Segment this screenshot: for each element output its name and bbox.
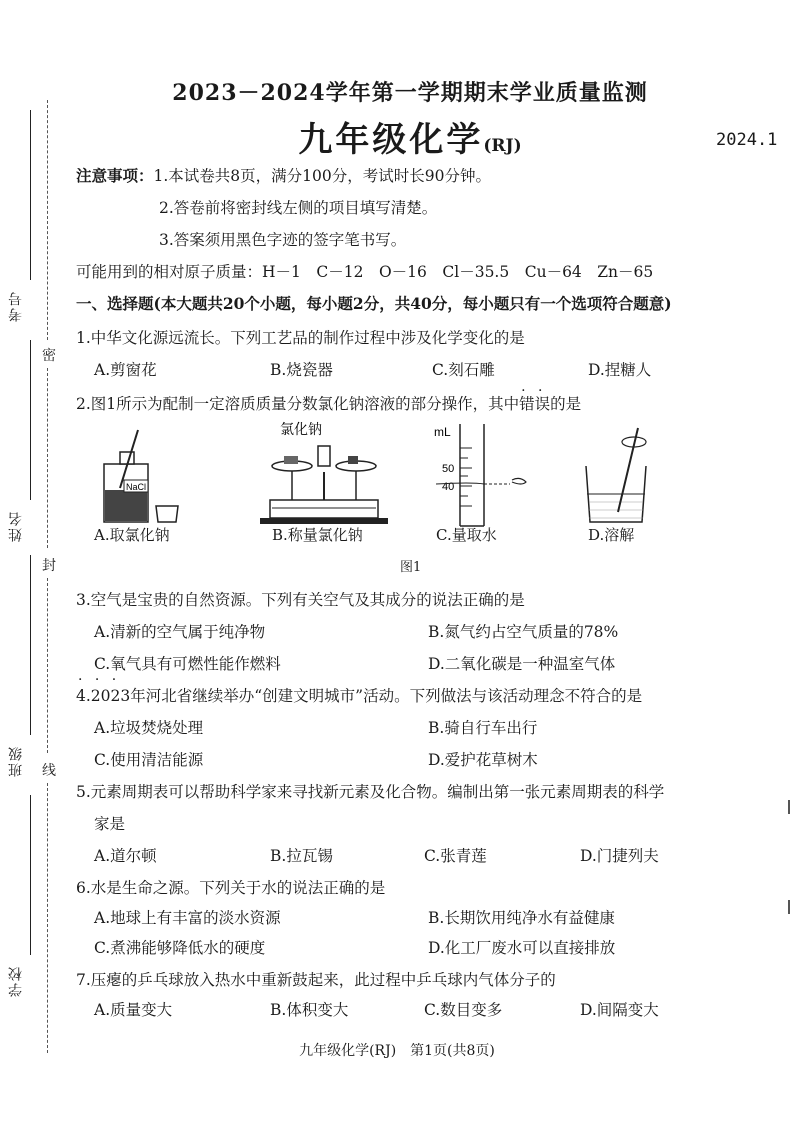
seal-dashed-line [47,100,48,340]
binding-margin [0,100,62,1060]
q3-option-d: D.二氧化碳是一种温室气体 [428,655,616,673]
question-5-stem-cont: 家是 [94,815,126,833]
question-4-stem [76,684,642,706]
q1-option-b: B.烧瓷器 [270,361,333,379]
cylinder-unit-label: mL [434,425,451,439]
graduated-cylinder-illustration [434,424,526,526]
q7-option-b: B.体积变大 [270,1001,349,1019]
q7-option-c: C.数目变多 [424,1001,503,1019]
q6-option-b: B.长期饮用纯净水有益健康 [428,909,615,927]
q5-option-b: B.拉瓦锡 [270,847,333,865]
q4-stem-pre: 4.2023年河北省继续举办“创建文明城市”活动。下列做法与该活动理念 [76,687,565,705]
note-item: 3.答案须用黑色字迹的签字笔书写。 [159,231,407,249]
edition-tag: (RJ) [483,136,522,156]
q4-option-a: A.垃圾焚烧处理 [94,719,204,737]
q6-option-d: D.化工厂废水可以直接排放 [428,939,616,957]
q7-option-d: D.间隔变大 [580,1001,659,1019]
note-item: 2.答卷前将密封线左侧的项目填写清楚。 [159,199,438,217]
nacl-label: NaCl [126,482,147,492]
exam-date: 2024.1 [716,130,778,150]
question-5-stem: 5.元素周期表可以帮助科学家来寻找新元素及化合物。编制出第一张元素周期表的科学 [76,783,665,801]
tick-40-label: 40 [442,481,455,493]
seal-dashed-line [47,783,48,1053]
figure-caption: 图1 [400,560,422,575]
seal-dashed-line [47,368,48,548]
q4-option-b: B.骑自行车出行 [428,719,538,737]
seal-dashed-line [47,578,48,753]
q7-option-a: A.质量变大 [94,1001,173,1019]
q4-option-c: C.使用清洁能源 [94,751,204,769]
q3-option-a: A.清新的空气属于纯净物 [94,623,266,641]
figure-panel-a-caption: A.取氯化钠 [94,526,170,544]
figure-panel-c-caption: C.量取水 [436,526,497,544]
subject-title [80,112,740,161]
q2-emphasis: 错误 · · [519,395,550,413]
figure-panel-b-caption: B.称量氯化钠 [272,526,363,544]
question-2-stem [76,392,581,414]
question-3-stem: 3.空气是宝贵的自然资源。下列有关空气及其成分的说法正确的是 [76,591,525,609]
q5-option-a: A.道尔顿 [94,847,157,865]
q6-option-c: C.煮沸能够降低水的硬度 [94,939,266,957]
q1-option-a: A.剪窗花 [94,361,157,379]
q4-stem-post: 的是 [611,687,643,705]
notes-label: 注意事项： [76,166,154,185]
balance-illustration [260,421,388,524]
tick-50-label: 50 [442,463,455,475]
reagent-bottle-illustration [104,430,178,522]
q4-emphasis: 不符合 · · · [565,687,612,705]
q4-option-d: D.爱护花草树木 [428,751,538,769]
binding-line [30,110,31,280]
q5-option-d: D.门捷列夫 [580,847,659,865]
question-7-stem: 7.压瘪的乒乓球放入热水中重新鼓起来，此过程中乒乓球内气体分子的 [76,971,556,989]
binding-label-class: 班级 [8,745,24,777]
balance-label: 氯化钠 [280,422,322,438]
q1-option-d: D.捏糖人 [588,361,652,379]
question-6-stem: 6.水是生命之源。下列关于水的说法正确的是 [76,879,386,897]
q2-stem-post: 的是 [550,395,582,413]
binding-line [30,795,31,955]
binding-label-school: 学校 [8,965,24,997]
subject-name: 九年级化学 [298,120,484,160]
q5-option-c: C.张青莲 [424,847,487,865]
seal-char-xian: 线 [42,763,56,779]
binding-line [30,555,31,735]
notes-line-1 [76,164,491,186]
section-heading: 一、选择题(本大题共20个小题，每小题2分，共40分，每小题只有一个选项符合题意) [76,294,672,313]
seal-char-mi: 密 [42,348,56,364]
figure-panel-d-caption: D.溶解 [588,526,635,544]
q3-option-c: C.氧气具有可燃性能作燃料 [94,655,281,673]
note-item: 1.本试卷共8页，满分100分，考试时长90分钟。 [153,167,491,185]
binding-line [30,340,31,500]
seal-char-feng: 封 [42,558,56,574]
q1-option-c: C.刻石雕 [432,361,495,379]
exam-title: 2023－2024学年第一学期期末学业质量监测 [172,80,648,106]
q2-stem-pre: 2.图1所示为配制一定溶质质量分数氯化钠溶液的部分操作，其中 [76,395,520,413]
binding-label-exam-number: 考号 [8,290,24,322]
q6-option-a: A.地球上有丰富的淡水资源 [94,909,281,927]
beaker-illustration [586,428,646,522]
atomic-masses: 可能用到的相对原子质量：H－1 C－12 O－16 Cl－35.5 Cu－64 Zn－65 [76,263,654,281]
question-1-stem: 1.中华文化源远流长。下列工艺品的制作过程中涉及化学变化的是 [76,329,525,347]
q3-option-b: B.氮气约占空气质量的78% [428,623,619,641]
figure-1 [90,418,710,530]
scan-edge-mark [788,900,790,914]
page-footer: 九年级化学(RJ) 第1页(共8页) [299,1043,495,1059]
scan-edge-mark [788,800,790,814]
binding-label-name: 姓名 [8,510,24,542]
